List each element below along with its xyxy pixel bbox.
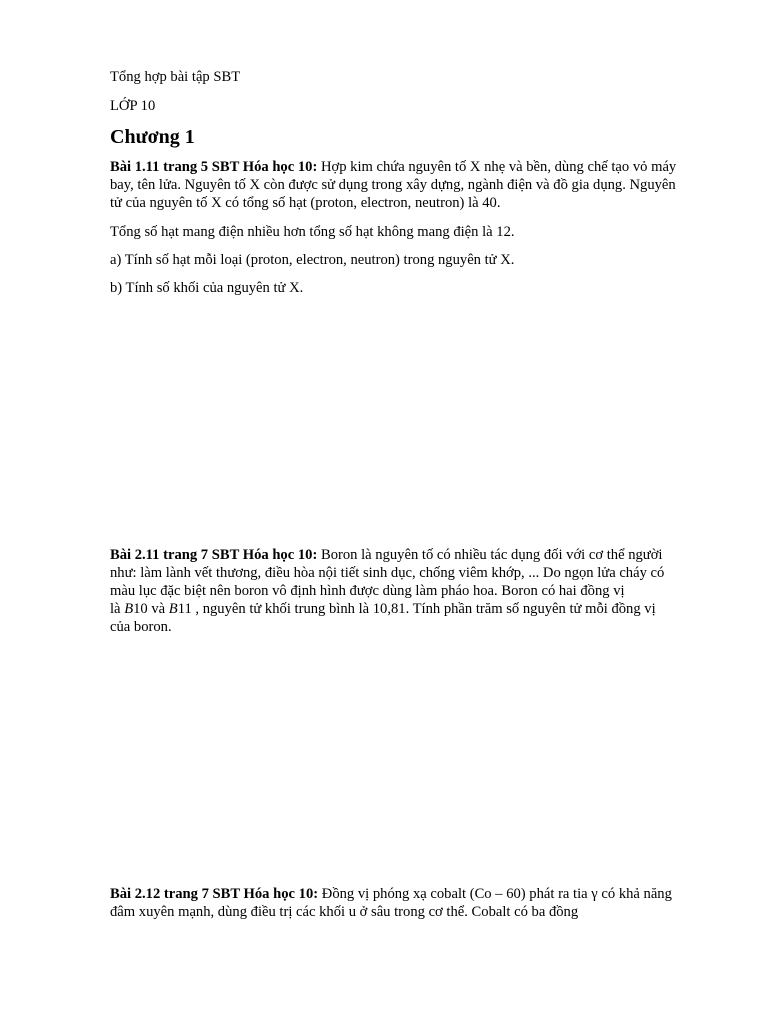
chapter-heading: Chương 1 — [110, 126, 195, 148]
exercise-1-line-3: tử của nguyên tố X có tổng số hạt (proton, electron, neutron) là 40. — [110, 195, 501, 211]
exercise-1-line-2: bay, tên lửa. Nguyên tố X còn được sử dụng trong xây dựng, ngành điện và đồ gia dụng. Nguyên — [110, 177, 676, 193]
exercise-1-label: Bài 1.11 trang 5 SBT Hóa học 10: — [110, 159, 318, 175]
document-page — [110, 0, 716, 1024]
grade-label: LỚP 10 — [110, 98, 156, 114]
exercise-3-line-1 — [110, 885, 672, 903]
exercise-2-line-2: như: làm lành vết thương, điều hòa nội tiết sinh dục, chống viêm khớp, ... Do ngọn lửa cháy có — [110, 565, 665, 581]
exercise-3-label: Bài 2.12 trang 7 SBT Hóa học 10: — [110, 886, 319, 902]
exercise-3-line-2: đâm xuyên mạnh, dùng điều trị các khối u ở sâu trong cơ thể. Cobalt có ba đồng — [110, 904, 579, 920]
exercise-2-text-1: Boron là nguyên tố có nhiều tác dụng đối với cơ thể người — [317, 547, 663, 563]
isotope-1-number: 10 — [133, 601, 148, 617]
exercise-2-label: Bài 2.11 trang 7 SBT Hóa học 10: — [110, 547, 318, 563]
exercise-2-line-3: màu lục đặc biệt nên boron vô định hình được dùng làm pháo hoa. Boron có hai đồng vị — [110, 583, 625, 599]
exercise-1-line-1 — [110, 158, 676, 176]
exercise-2-line-4 — [110, 600, 656, 618]
document-title: Tổng hợp bài tập SBT — [110, 69, 241, 85]
isotope-2-symbol: B — [168, 601, 178, 617]
exercise-2-text-4b: và — [147, 601, 169, 617]
exercise-1-paragraph-2: Tổng số hạt mang điện nhiều hơn tổng số hạt không mang điện là 12. — [110, 224, 515, 240]
exercise-3-text-1: Đồng vị phóng xạ cobalt (Co – 60) phát ra tia γ có khả năng — [318, 886, 672, 902]
exercise-2-line-1 — [110, 546, 662, 564]
isotope-2-number: 11 — [177, 601, 192, 617]
exercise-1-question-b: b) Tính số khối của nguyên tử X. — [110, 280, 304, 296]
isotope-1-symbol: B — [124, 601, 134, 617]
exercise-2-text-4a: là — [110, 601, 125, 617]
exercise-2-line-5: của boron. — [110, 619, 172, 635]
exercise-1-text-1: Hợp kim chứa nguyên tố X nhẹ và bền, dùng chế tạo vỏ máy — [317, 159, 677, 175]
exercise-2-text-4c: , nguyên tử khối trung bình là 10,81. Tính phần trăm số nguyên tử mỗi đồng vị — [191, 601, 656, 617]
exercise-1-question-a: a) Tính số hạt mỗi loại (proton, electron, neutron) trong nguyên tử X. — [110, 252, 515, 268]
